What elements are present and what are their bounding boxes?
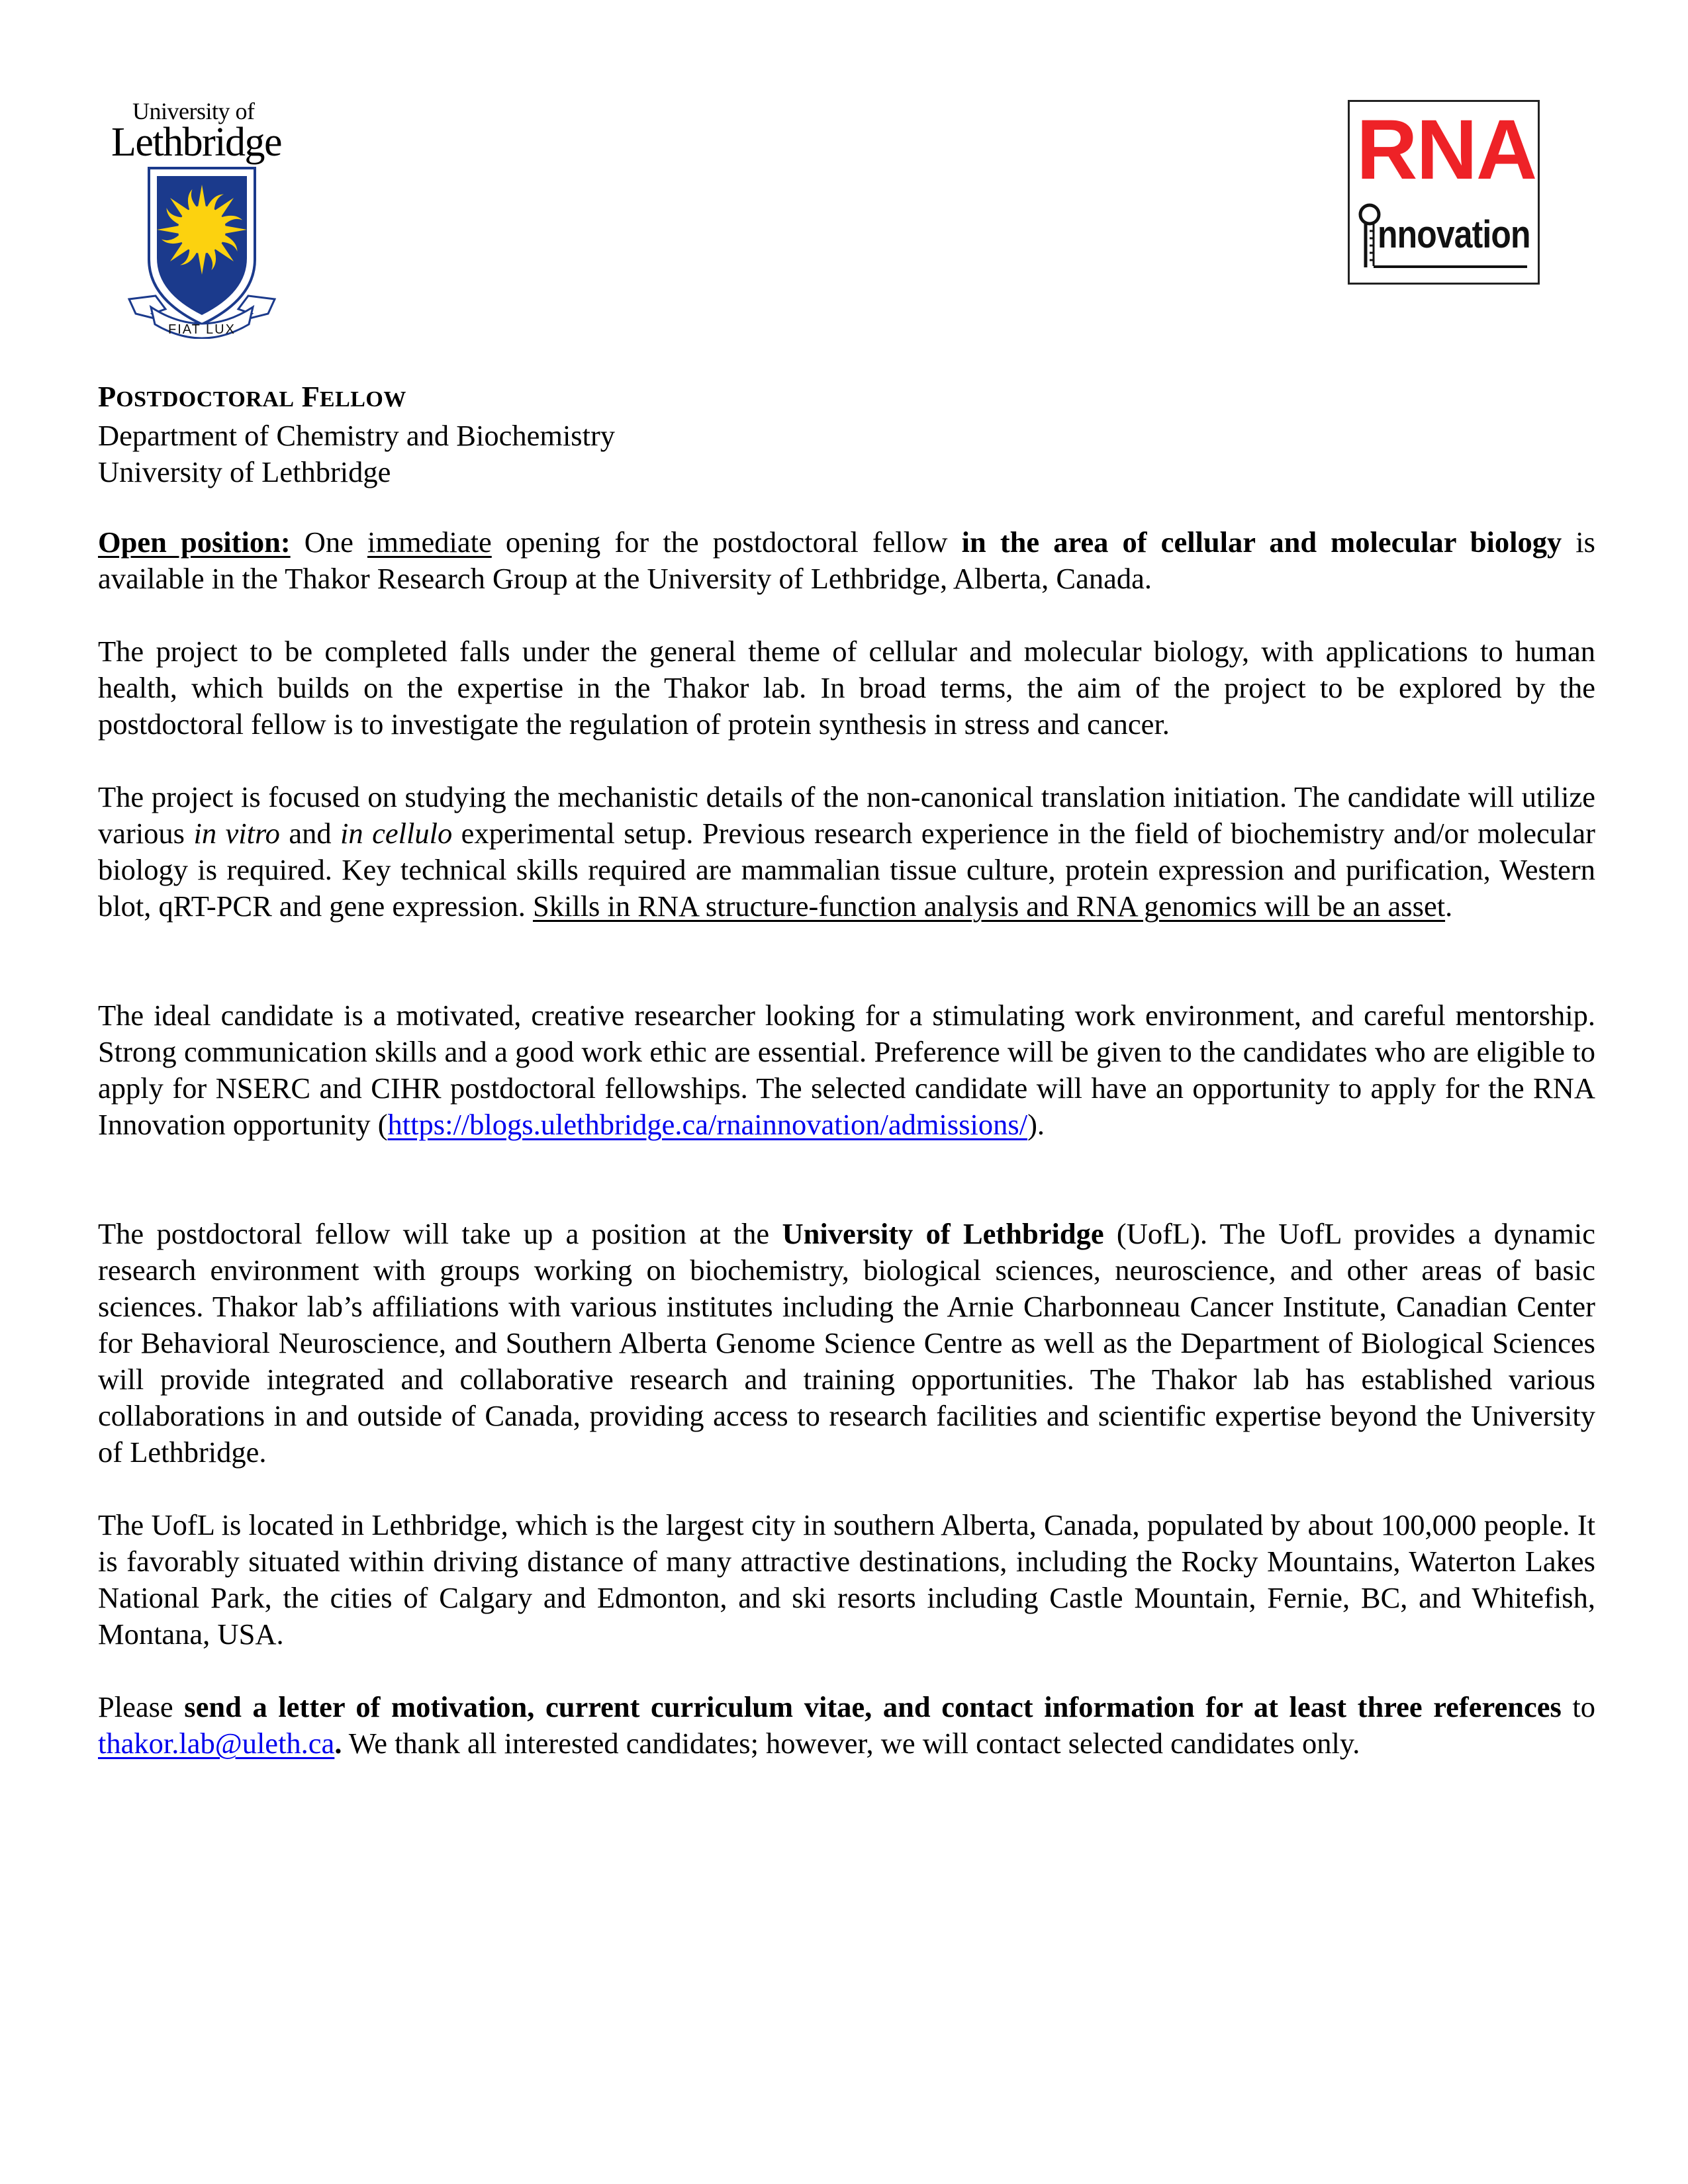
paragraph-location: The UofL is located in Lethbridge, which is the largest city in southern Alberta, Canada, populated by about 100,000 people. It is favorably situated within driving distance of many attractive destinations, including the Rocky Mountains, Waterton Lakes National Park, the cities of Calgary and Edmonton, and ski resorts including Castle Mountain, Fernie, BC, and Whitefish, Montana, USA. [98, 1508, 1595, 1651]
rna-logo-subtitle: nnovation [1378, 213, 1530, 256]
paragraph-project-focus: The project is focused on studying the mechanistic details of the non-canonical translation initiation. The candidate will utilize various in vitro and in cellulo experimental setup. Previous research experience in the field of biochemistry and/or molecular biology is required. Key technical skills required are mammalian tissue culture, protein expression and purification, Western blot, qRT-PCR and gene expression. Skills in RNA structure-function analysis and RNA genomics will be an asset. [98, 780, 1595, 923]
shield-crest-icon [126, 167, 278, 339]
in-cellulo-term: in cellulo [340, 817, 453, 850]
paragraph-how-to-apply: Please send a letter of motivation, current curriculum vitae, and contact information for at least three references to thakor.lab@uleth.ca. We thank all interested candidates; however, we will contact selected candidates only. [98, 1690, 1595, 1760]
application-requirements: send a letter of motivation, current curriculum vitae, and contact information for at least three references [184, 1690, 1562, 1723]
page-title: POSTDOCTORAL FELLOW [98, 380, 406, 413]
university-of-lethbridge-logo [106, 98, 305, 336]
university-emphasis: University of Lethbridge [782, 1217, 1104, 1250]
contact-email-link[interactable]: thakor.lab@uleth.ca [98, 1727, 335, 1760]
rna-innovation-admissions-link[interactable]: https://blogs.ulethbridge.ca/rnainnovation/admissions/ [387, 1108, 1028, 1141]
open-position-label: Open position: [98, 525, 291, 559]
paragraph-ideal-candidate: The ideal candidate is a motivated, creative researcher looking for a stimulating work environment, and careful mentorship. Strong communication skills and a good work ethic are essential. Preference will be given to the candidates who are eligible to apply for NSERC and CIHR postdoctoral fellowships. The selected candidate will have an opportunity to apply for the RNA Innovation opportunity (https://blogs.ulethbridge.ca/rnainnovation/admissions/). [98, 999, 1595, 1141]
research-area-emphasis: in the area of cellular and molecular biology [961, 525, 1562, 559]
immediate-emphasis: immediate [367, 525, 492, 559]
posting-header [98, 379, 615, 490]
logo-motto: FIAT LUX [168, 322, 236, 337]
paragraph-uofl-environment: The postdoctoral fellow will take up a position at the University of Lethbridge (UofL). The UofL provides a dynamic research environment with groups working on biochemistry, biological sciences, neuroscience, and other areas of basic sciences. Thakor lab’s affiliations with various institutes including the Arnie Charbonneau Cancer Institute, Canadian Center for Behavioral Neuroscience, and Southern Alberta Genome Science Centre as well as the Department of Biological Sciences will provide integrated and collaborative research and training opportunities. The Thakor lab has established various collaborations in and outside of Canada, providing access to research facilities and scientific expertise beyond the University of Lethbridge. [98, 1217, 1595, 1469]
department-name: Department of Chemistry and Biochemistry [98, 419, 616, 452]
logo-wordmark-lethbridge: Lethbridge [111, 120, 282, 165]
rna-logo-title: RNA [1356, 103, 1536, 197]
logo-wordmark-university-of: University of [132, 98, 255, 124]
in-vitro-term: in vitro [193, 817, 280, 850]
paragraph-project-theme: The project to be completed falls under the general theme of cellular and molecular biology, with applications to human health, which builds on the expertise in the Thakor lab. In broad terms, the aim of the project to be explored by the postdoctoral fellow is to investigate the regulation of protein synthesis in stress and cancer. [98, 635, 1595, 741]
rna-innovation-logo [1348, 100, 1540, 285]
asset-skills-emphasis: Skills in RNA structure-function analysis and RNA genomics will be an asset [532, 889, 1446, 923]
university-name: University of Lethbridge [98, 455, 391, 488]
paragraph-open-position: Open position: One immediate opening for the postdoctoral fellow in the area of cellular and molecular biology is available in the Thakor Research Group at the University of Lethbridge, Alberta, Canada. [98, 525, 1595, 595]
